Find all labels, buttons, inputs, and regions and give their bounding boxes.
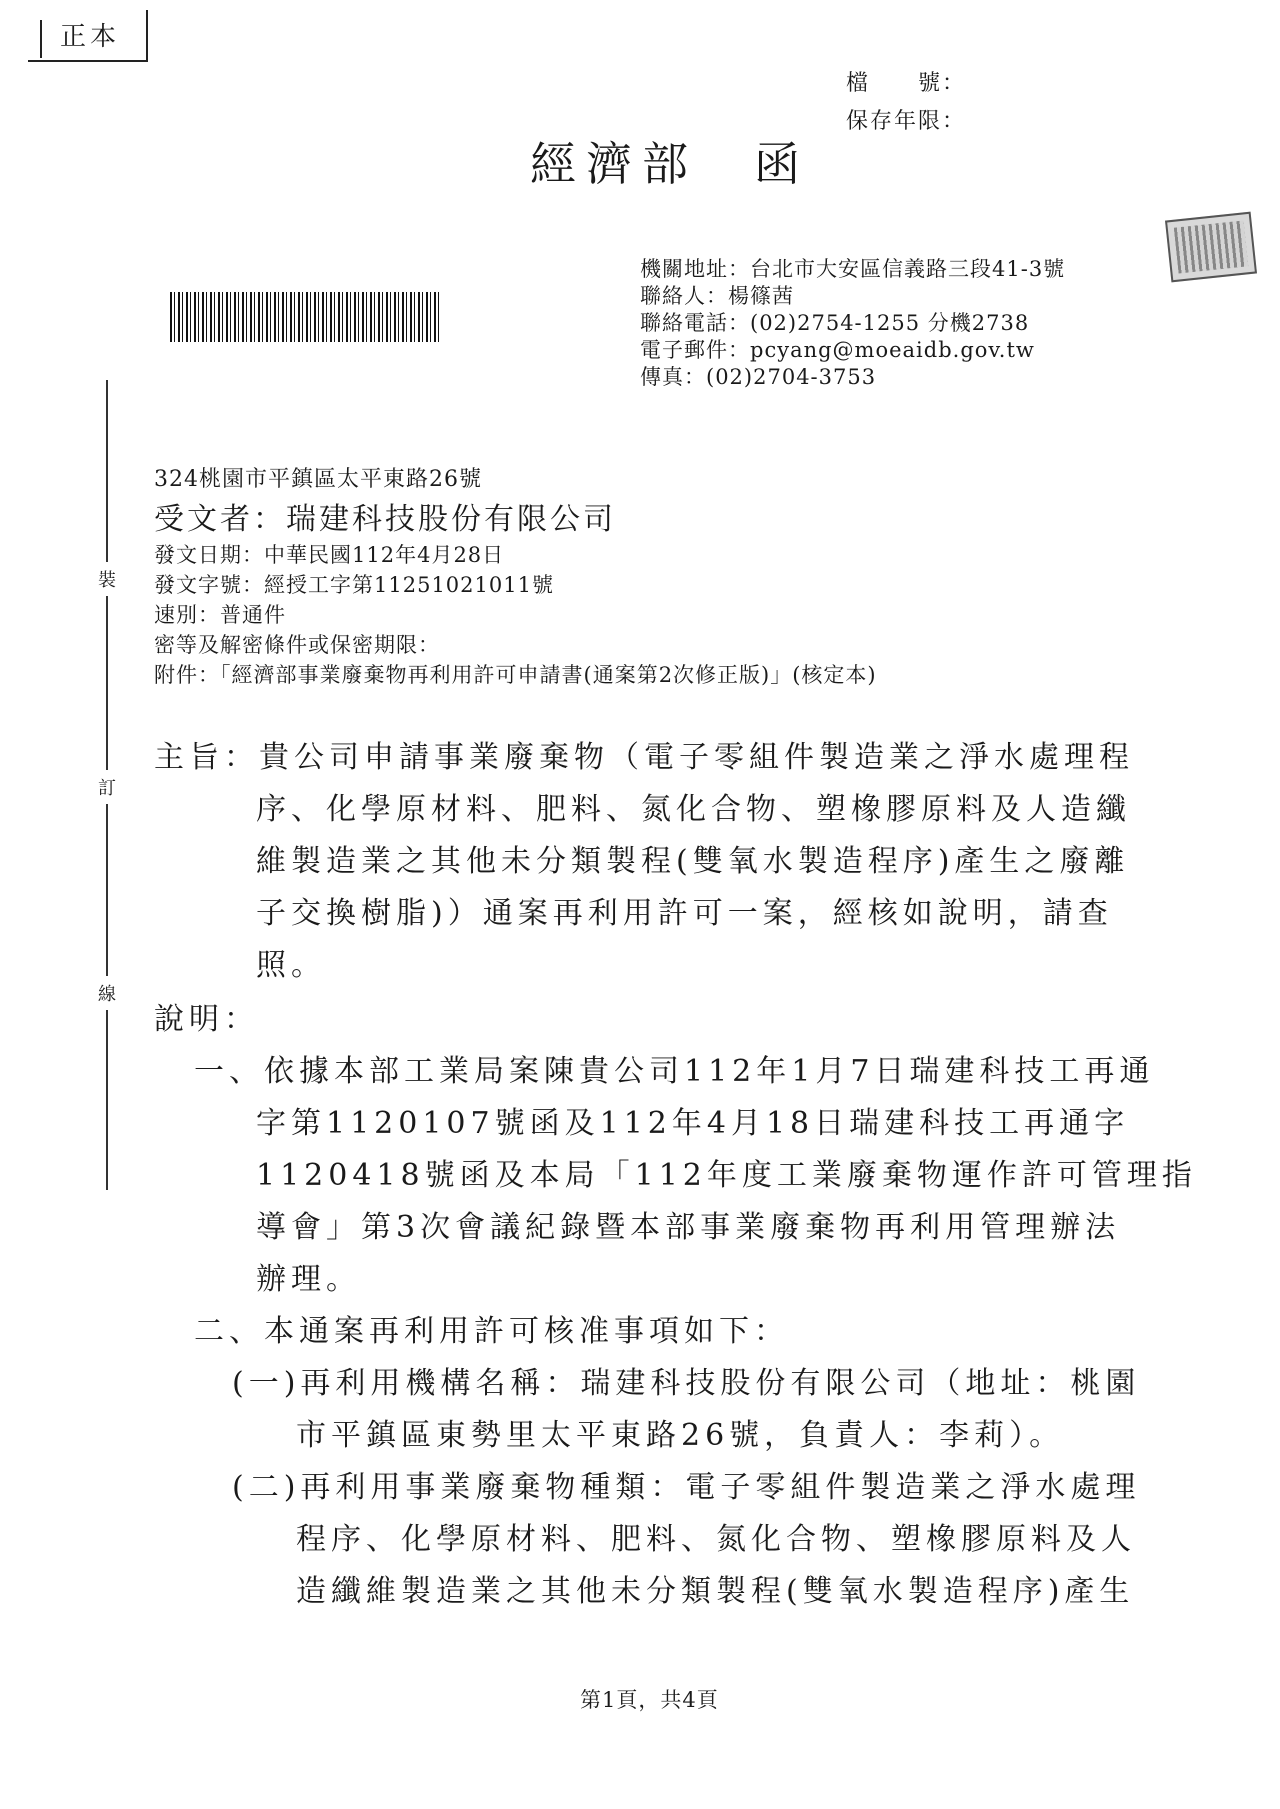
explanation-heading: 說明：: [154, 1002, 259, 1037]
sub-item-1-line: (一)再利用機構名稱：瑞建科技股份有限公司（地址：桃園: [232, 1366, 1141, 1401]
explanation-item-1-line: 導會」第3次會議紀錄暨本部事業廢棄物再利用管理辦法: [256, 1210, 1121, 1245]
document-title: 經濟部 函: [530, 137, 810, 191]
explanation-item-1-line: 辦理。: [256, 1262, 361, 1297]
agency-seal-stamp: [1165, 212, 1257, 283]
subject-line: 主旨：貴公司申請事業廢棄物（電子零組件製造業之淨水處理程: [154, 740, 1134, 775]
sub-item-2-line: 造纖維製造業之其他未分類製程(雙氧水製造程序)產生: [296, 1574, 1135, 1609]
sub-item-1-line: 市平鎮區東勢里太平東路26號，負責人：李莉）。: [296, 1418, 1065, 1453]
contact-person: 聯絡人：楊篠茜: [640, 284, 794, 308]
explanation-item-1-line: 字第1120107號函及112年4月18日瑞建科技工再通字: [256, 1106, 1130, 1141]
secrecy-level: 密等及解密條件或保密期限：: [154, 633, 440, 657]
explanation-item-2-heading: 二、本通案再利用許可核准事項如下：: [194, 1314, 789, 1349]
recipient-name: 受文者：瑞建科技股份有限公司: [154, 502, 616, 537]
delivery-speed: 速別：普通件: [154, 603, 286, 627]
contact-phone: 聯絡電話：(02)2754-1255 分機2738: [640, 311, 1030, 335]
agency-address: 機關地址：台北市大安區信義路三段41-3號: [640, 257, 1066, 281]
binding-char-1: 裝: [96, 562, 118, 596]
subject-line: 照。: [256, 948, 326, 983]
explanation-item-1-line: 1120418號函及本局「112年度工業廢棄物運作許可管理指: [256, 1158, 1197, 1193]
subject-line: 維製造業之其他未分類製程(雙氧水製造程序)產生之廢離: [256, 844, 1130, 879]
binding-char-3: 線: [96, 976, 118, 1010]
explanation-item-1-line: 一、依據本部工業局案陳貴公司112年1月7日瑞建科技工再通: [194, 1054, 1155, 1089]
issue-date: 發文日期：中華民國112年4月28日: [154, 543, 505, 567]
document-number: 發文字號：經授工字第11251021011號: [154, 573, 554, 597]
stamp-tick: [40, 20, 42, 58]
document-meta: [154, 540, 877, 690]
subject-line: 序、化學原材料、肥料、氮化合物、塑橡膠原料及人造纖: [256, 792, 1131, 827]
retention-period-label: 保存年限：: [846, 109, 967, 134]
recipient-address: 324桃園市平鎮區太平東路26號: [154, 467, 482, 492]
sub-item-2-line: (二)再利用事業廢棄物種類：電子零組件製造業之淨水處理: [232, 1470, 1141, 1505]
original-copy-label: 正本: [60, 22, 121, 52]
contact-email: 電子郵件：pcyang@moeaidb.gov.tw: [640, 338, 1035, 362]
binding-char-2: 訂: [96, 770, 118, 804]
subject-line: 子交換樹脂)）通案再利用許可一案，經核如說明，請查: [256, 896, 1113, 931]
page-number: 第1頁，共4頁: [580, 1688, 719, 1712]
sub-item-2-line: 程序、化學原材料、肥料、氮化合物、塑橡膠原料及人: [296, 1522, 1136, 1557]
attachment: 附件：「經濟部事業廢棄物再利用許可申請書(通案第2次修正版)」(核定本): [154, 663, 877, 687]
barcode: [170, 292, 440, 342]
contact-fax: 傳真：(02)2704-3753: [640, 365, 877, 389]
file-number-label: 檔 號：: [846, 71, 967, 96]
agency-contact-block: [640, 256, 1065, 391]
